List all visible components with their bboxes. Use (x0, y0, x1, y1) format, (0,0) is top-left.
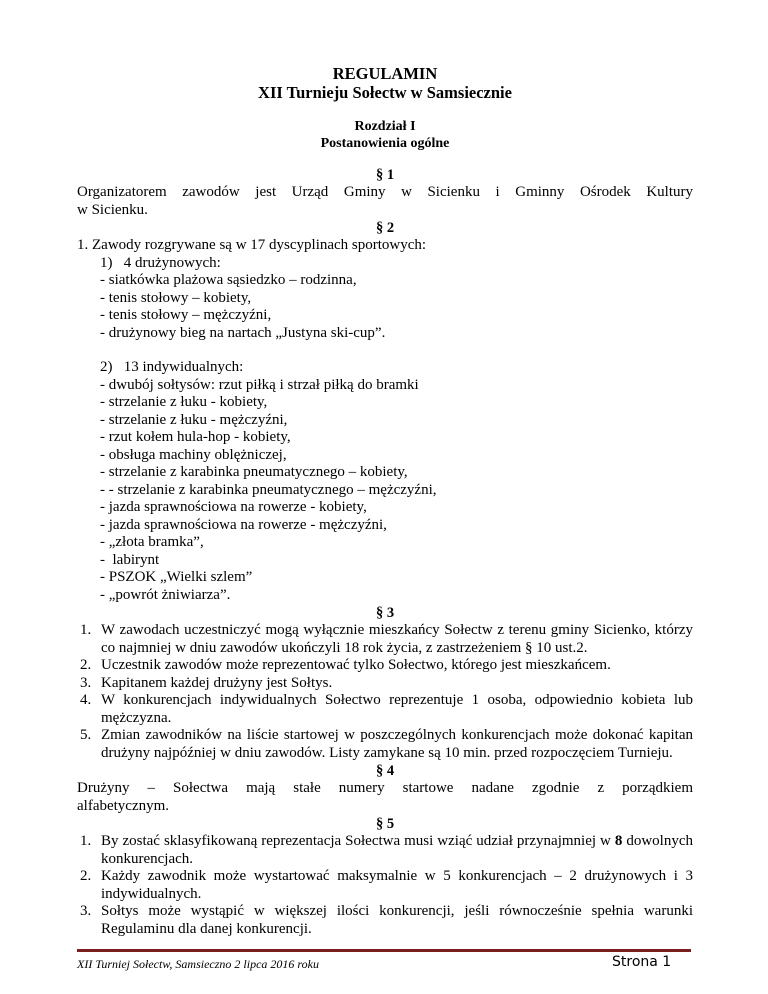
footer-rule (77, 949, 691, 952)
list-text: W zawodach uczestniczyć mogą wyłącznie mieszkańcy Sołectw z terenu gminy Sicienko, którzy co najmniej w dniu zawodów ukończyli 18 rok życia, z zastrzeżeniem § 10 ust.2. (101, 622, 693, 656)
individual-discipline-item: - jazda sprawnościowa na rowerze - mężczyźni, (100, 516, 387, 533)
section-2-intro: 1. Zawody rozgrywane są w 17 dyscyplinach sportowych: (77, 237, 427, 253)
individual-discipline-item: - strzelanie z łuku - mężczyźni, (100, 411, 288, 428)
list-number: 1. (80, 622, 92, 638)
list-item (77, 727, 693, 762)
list-text: Sołtys może wystąpić w większej ilości konkurencji, jeśli równocześnie spełnia warunki Regulaminu dla danej konkurencji. (101, 903, 693, 937)
team-discipline-item: - siatkówka plażowa sąsiedzko – rodzinna, (100, 272, 357, 288)
list-number: 4. (80, 692, 92, 708)
list-number: 3. (80, 674, 92, 691)
section-1-line-1: Organizatorem zawodów jest Urząd Gminy w Sicienku i Gminny Ośrodek Kultury (77, 184, 693, 200)
list-number: 2. (80, 868, 92, 884)
list-text: By zostać sklasyfikowaną reprezentacja Sołectwa musi wziąć udział przynajmniej w (101, 833, 615, 849)
section-4-line-1: Drużyny – Sołectwa mają stałe numery startowe nadane zgodnie z porządkiem (77, 780, 693, 796)
individual-discipline-item: - strzelanie z łuku - kobiety, (100, 394, 268, 410)
section-4-line-2: alfabetycznym. (77, 797, 170, 814)
list-text: Kapitanem każdej drużyny jest Sołtys. (101, 674, 333, 691)
document-body (77, 64, 693, 938)
individual-discipline-item: - „złota bramka”, (100, 534, 204, 550)
section-5-list (77, 833, 693, 938)
team-discipline-item: - drużynowy bieg na nartach „Justyna ski-cup”. (100, 324, 386, 341)
section-1-sign: § 1 (375, 167, 395, 183)
document-subtitle: XII Turnieju Sołectw w Samsiecznie (258, 83, 512, 102)
chapter-number: Rozdział I (354, 119, 416, 134)
individual-discipline-item: - „powrót żniwiarza”. (100, 586, 231, 603)
list-text: Uczestnik zawodów może reprezentować tylko Sołectwo, którego jest mieszkańcem. (101, 657, 611, 673)
list-item (77, 868, 693, 903)
list-text: Zmian zawodników na liście startowej w poszczególnych konkurencjach może dokonać kapitan drużyny najpóźniej w dniu zawodów. Listy zamykane są 10 min. przed rozpoczęciem Turnieju. (101, 727, 693, 761)
team-discipline-item: - tenis stołowy – mężczyźni, (100, 307, 272, 323)
list-item (77, 675, 693, 693)
team-disciplines-header: 1) 4 drużynowych: (100, 254, 221, 271)
individual-discipline-item: - labirynt (100, 551, 160, 568)
section-2-sign: § 2 (375, 220, 395, 236)
section-1-line-2: w Sicienku. (77, 201, 148, 218)
list-item (77, 833, 693, 868)
individual-discipline-item: - rzut kołem hula-hop - kobiety, (100, 429, 291, 445)
individual-disciplines-header: 2) 13 indywidualnych: (100, 359, 244, 375)
list-number: 1. (80, 833, 92, 849)
section-3-sign: § 3 (375, 605, 395, 621)
individual-discipline-item: - - strzelanie z karabinka pneumatycznego – mężczyźni, (100, 481, 437, 498)
individual-discipline-item: - strzelanie z karabinka pneumatycznego – kobiety, (100, 464, 408, 480)
list-item (77, 692, 693, 727)
section-4-sign: § 4 (375, 763, 395, 779)
page-number: Strona 1 (612, 954, 672, 970)
section-5-sign: § 5 (375, 816, 395, 832)
document-title: REGULAMIN (332, 64, 438, 83)
footer-event-info: XII Turniej Sołectw, Samsieczno 2 lipca 2016 roku (77, 957, 319, 971)
individual-discipline-item: - obsługa machiny oblężniczej, (100, 446, 287, 463)
list-number: 2. (80, 657, 92, 673)
individual-discipline-item: - PSZOK „Wielki szlem” (100, 569, 253, 585)
min-competitions-count: 8 (614, 833, 623, 849)
list-item (77, 903, 693, 938)
chapter-title: Postanowienia ogólne (320, 136, 450, 151)
section-3-list (77, 622, 693, 762)
list-text: W konkurencjach indywidualnych Sołectwo reprezentuje 1 osoba, odpowiednio kobieta lub mężczyzna. (101, 692, 693, 726)
list-item (77, 657, 693, 675)
individual-discipline-item: - dwubój sołtysów: rzut piłką i strzał piłką do bramki (100, 376, 419, 393)
list-item (77, 622, 693, 657)
list-number: 5. (80, 727, 92, 743)
list-text: Każdy zawodnik może wystartować maksymalnie w 5 konkurencjach – 2 drużynowych i 3 indywidualnych. (101, 868, 693, 902)
list-number: 3. (80, 903, 92, 919)
individual-discipline-item: - jazda sprawnościowa na rowerze - kobiety, (100, 499, 367, 515)
list-text-tail: dowolnych konkurencjach. (101, 833, 693, 867)
team-discipline-item: - tenis stołowy – kobiety, (100, 289, 252, 306)
